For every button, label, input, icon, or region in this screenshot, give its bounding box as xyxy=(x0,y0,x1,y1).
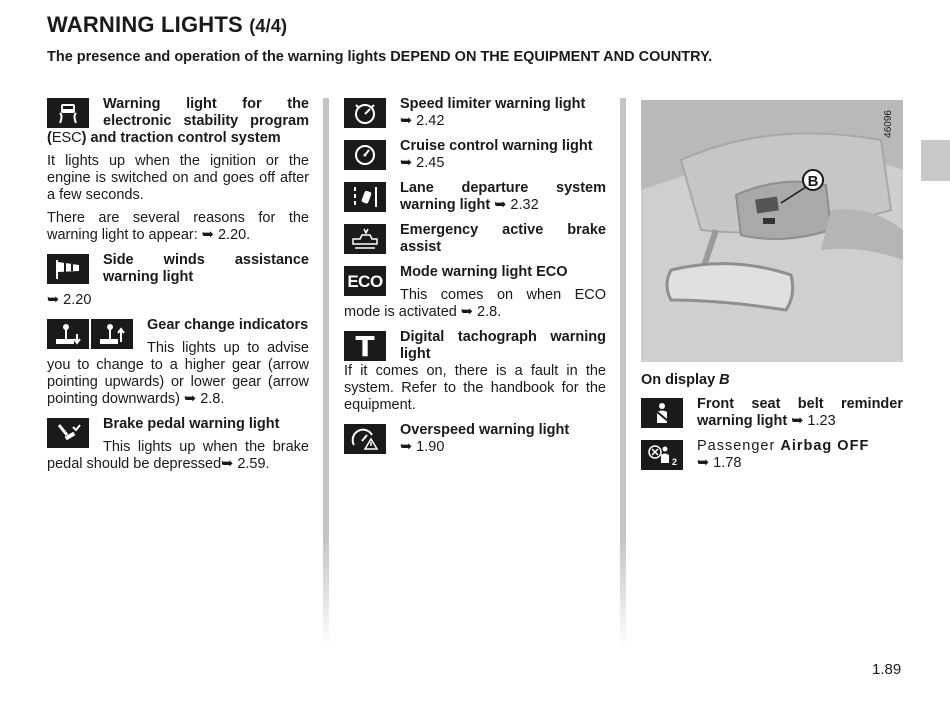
esc-text-1: It lights up when the ignition or the engine is switched on and goes off after a few seconds. xyxy=(47,153,309,203)
lane-title: Lane departure system warning light ➥ 2.32 xyxy=(400,180,606,213)
eco-text: This comes on when ECO mode is activated ➥ 2.8. xyxy=(344,287,606,320)
airbag-entry xyxy=(641,438,903,472)
speed-limiter-icon xyxy=(344,98,386,128)
brake-entry xyxy=(47,416,309,473)
overspeed-title: Overspeed warning light xyxy=(400,422,570,438)
intro-text: The presence and operation of the warning lights DEPEND ON THE EQUIPMENT AND COUNTRY. xyxy=(47,49,713,65)
speed-limiter-entry xyxy=(344,96,606,130)
tacho-title: Digital tachograph warning light xyxy=(400,329,606,362)
photo-label-b: B xyxy=(807,173,819,190)
speed-limiter-ref: ➥ 2.42 xyxy=(400,113,445,129)
column-divider xyxy=(323,98,329,648)
column-2 xyxy=(344,96,606,464)
column-divider xyxy=(620,98,626,648)
eco-icon: ECO xyxy=(344,266,386,296)
photo-code: 46096 xyxy=(883,110,894,138)
seatbelt-icon xyxy=(641,398,683,428)
speed-limiter-title: Speed limiter warning light xyxy=(400,96,586,112)
airbag-ref: ➥ 1.78 xyxy=(697,455,742,471)
seatbelt-title: Front seat belt reminder warning light ➥ 1.23 xyxy=(697,396,903,429)
esc-title: Warning light for the electronic stability program (ESC) and traction control system xyxy=(47,96,309,146)
tacho-entry xyxy=(344,329,606,414)
gear-shift-icon xyxy=(47,319,133,349)
lane-entry xyxy=(344,180,606,214)
seatbelt-entry xyxy=(641,396,903,430)
overspeed-icon xyxy=(344,424,386,454)
gear-text: This lights up to advise you to change to a higher gear (arrow pointing upwards) or lower gear (arrow pointing downwards) ➥ 2.8. xyxy=(47,340,309,407)
tachograph-icon: T xyxy=(344,331,386,361)
dashboard-photo xyxy=(641,100,903,362)
section-tab xyxy=(921,140,950,181)
cruise-entry xyxy=(344,138,606,172)
display-caption: On display B xyxy=(641,372,730,388)
sidewind-entry xyxy=(47,252,309,309)
airbag-title: Passenger Airbag OFF xyxy=(697,438,870,454)
page-title: WARNING LIGHTS (4/4) xyxy=(47,12,288,37)
windsock-icon xyxy=(47,254,89,284)
gear-title: Gear change indicators xyxy=(147,317,309,333)
esc-text-2: There are several reasons for the warning light to appear: ➥ 2.20. xyxy=(47,210,309,243)
brake-pedal-icon xyxy=(47,418,89,448)
cruise-ref: ➥ 2.45 xyxy=(400,155,445,171)
overspeed-ref: ➥ 1.90 xyxy=(400,439,445,455)
eco-entry xyxy=(344,264,606,321)
cruise-control-icon xyxy=(344,140,386,170)
sidewind-ref: ➥ 2.20 xyxy=(47,292,92,308)
page-number: 1.89 xyxy=(872,661,902,678)
column-3 xyxy=(641,96,903,480)
lane-departure-icon xyxy=(344,182,386,212)
overspeed-entry xyxy=(344,422,606,456)
emergency-entry xyxy=(344,222,606,256)
skid-car-icon xyxy=(47,98,89,128)
emergency-brake-icon xyxy=(344,224,386,254)
cruise-title: Cruise control warning light xyxy=(400,138,593,154)
tacho-text: If it comes on, there is a fault in the system. Refer to the handbook for the equipment. xyxy=(344,363,606,413)
svg-text:2: 2 xyxy=(672,457,677,467)
column-1 xyxy=(47,96,309,481)
esc-entry xyxy=(47,96,309,244)
brake-text: This lights up when the brake pedal should be depressed➥ 2.59. xyxy=(47,439,309,472)
brake-title: Brake pedal warning light xyxy=(103,416,280,432)
airbag-off-icon xyxy=(641,440,683,470)
emergency-title: Emergency active brake assist xyxy=(400,222,606,255)
sidewind-title: Side winds assistance warning light xyxy=(103,252,309,285)
eco-title: Mode warning light ECO xyxy=(400,264,568,280)
gear-entry xyxy=(47,317,309,408)
